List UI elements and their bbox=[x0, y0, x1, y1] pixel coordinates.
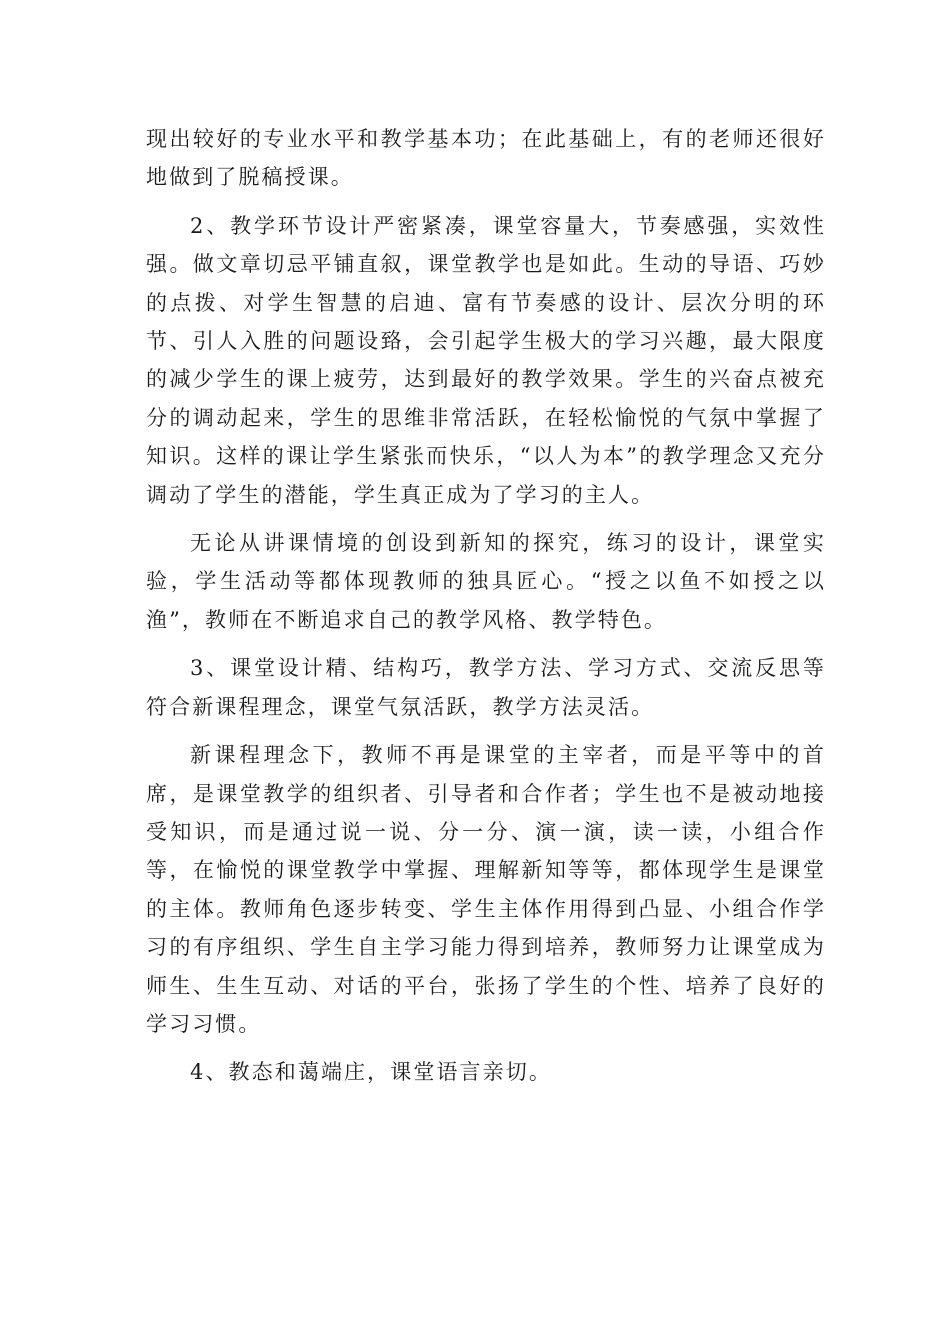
paragraph-continuation: 现出较好的专业水平和教学基本功；在此基础上，有的老师还很好地做到了脱稿授课。 bbox=[146, 127, 826, 190]
paragraph-point-3: 3、课堂设计精、结构巧，教学方法、学习方式、交流反思等符合新课程理念，课堂气氛活跃，教学方法灵活。 bbox=[146, 656, 826, 719]
paragraph-innovation: 无论从讲课情境的创设到新知的探究，练习的设计，课堂实验，学生活动等都体现教师的独具匠心。“授之以鱼不如授之以渔”，教师在不断追求自己的教学风格、教学特色。 bbox=[146, 531, 826, 632]
paragraph-point-4: 4、教态和蔼端庄，课堂语言亲切。 bbox=[190, 1060, 552, 1085]
paragraph-new-curriculum: 新课程理念下，教师不再是课堂的主宰者，而是平等中的首席，是课堂教学的组织者、引导者和合作者；学生也不是被动地接受知识，而是通过说一说、分一分、演一演，读一读，小组合作等，在愉悦的课堂教学中掌握、理解新知等等，都体现学生是课堂的主体。教师角色逐步转变、学生主体作用得到凸显、小组合作学习的有序组织、学生自主学习能力得到培养，教师努力让课堂成为师生、生生互动、对话的平台，张扬了学生的个性、培养了良好的学习习惯。 bbox=[146, 743, 826, 1036]
paragraph-point-2: 2、教学环节设计严密紧凑，课堂容量大，节奏感强，实效性强。做文章切忌平铺直叙，课堂教学也是如此。生动的导语、巧妙的点拨、对学生智慧的启迪、富有节奏感的设计、层次分明的环节、引人入胜的问题设臵，会引起学生极大的学习兴趣，最大限度的减少学生的课上疲劳，达到最好的教学效果。学生的兴奋点被充分的调动起来，学生的思维非常活跃，在轻松愉悦的气氛中掌握了知识。这样的课让学生紧张而快乐，“以人为本”的教学理念又充分调动了学生的潜能，学生真正成为了学习的主人。 bbox=[146, 213, 826, 507]
document-body bbox=[146, 120, 826, 1102]
